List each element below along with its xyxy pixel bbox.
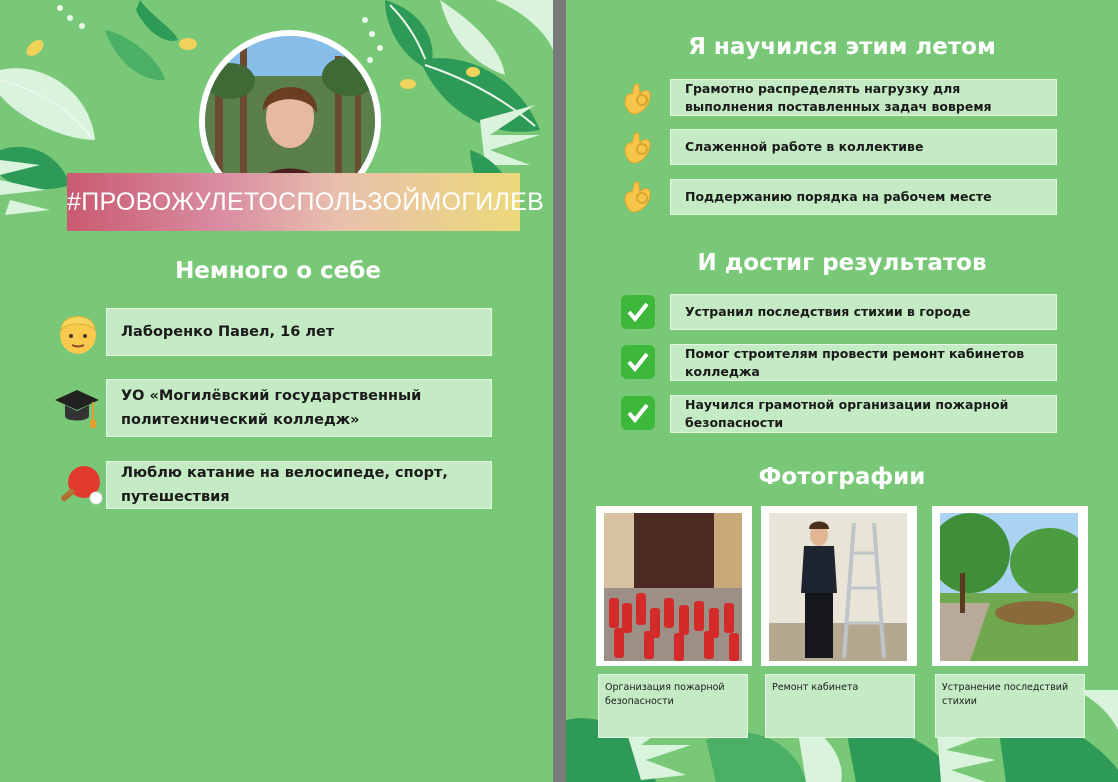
about-card-college: УО «Могилёвский государственный политехнический колледж» [106, 379, 492, 437]
photos-title: Фотографии [758, 464, 926, 490]
graduation-cap-icon [53, 384, 101, 436]
learned-card-2: Слаженной работе в коллективе [670, 129, 1057, 165]
person-icon [57, 310, 99, 360]
caption-renovation: Ремонт кабинета [765, 674, 915, 738]
result-card-3: Научился грамотной организации пожарной безопасности [670, 395, 1057, 433]
results-title: И достиг результатов [697, 250, 987, 276]
learned-card-1: Грамотно распределять нагрузку для выполнения поставленных задач вовремя [670, 79, 1057, 116]
result-card-2: Помог строителям провести ремонт кабинетов колледжа [670, 344, 1057, 381]
photo-storm-cleanup-illustration [940, 513, 1078, 661]
caption-fire-safety: Организация пожарной безопасности [598, 674, 748, 738]
ok-hand-icon [620, 129, 656, 171]
photo-storm-cleanup [932, 506, 1088, 666]
check-mark-icon [620, 294, 656, 334]
hashtag-banner: #ПРОВОЖУЛЕТОСПОЛЬЗОЙМОГИЛЕВ [67, 173, 520, 231]
photo-renovation-illustration [769, 513, 907, 661]
photo-fire-safety [596, 506, 752, 666]
about-card-name: Лаборенко Павел, 16 лет [106, 308, 492, 356]
left-page [0, 0, 553, 782]
ping-pong-icon [54, 462, 104, 512]
check-mark-icon [620, 395, 656, 435]
about-card-hobbies: Люблю катание на велосипеде, спорт, путешествия [106, 461, 492, 509]
caption-storm-cleanup: Устранение последствий стихии [935, 674, 1085, 738]
ok-hand-icon [620, 178, 656, 220]
learned-card-3: Поддержанию порядка на рабочем месте [670, 179, 1057, 215]
learned-title: Я научился этим летом [688, 34, 996, 60]
about-title: Немного о себе [175, 258, 381, 284]
check-mark-icon [620, 344, 656, 384]
result-card-1: Устранил последствия стихии в городе [670, 294, 1057, 330]
photo-renovation [761, 506, 917, 666]
ok-hand-icon [620, 80, 656, 122]
photo-fire-safety-illustration [604, 513, 742, 661]
